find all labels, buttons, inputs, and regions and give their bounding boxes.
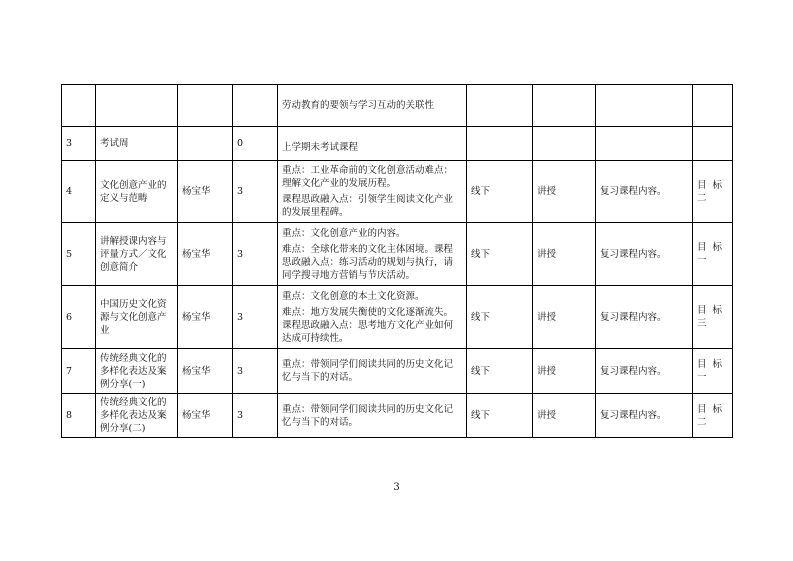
cell-method: [533, 127, 596, 161]
cell-no: 4: [62, 161, 96, 223]
cell-no: 3: [62, 127, 96, 161]
cell-teacher: [178, 127, 233, 161]
cell-mode: 线下: [467, 161, 533, 223]
cell-goal: 目标二: [693, 394, 733, 438]
content-text: 重点：文化创意的本土文化资源。: [282, 290, 425, 302]
cell-method: [533, 85, 596, 127]
cell-hours: 3: [233, 349, 278, 394]
cell-goal: [693, 127, 733, 161]
cell-homework: 复习课程内容。: [596, 349, 693, 394]
cell-content: [278, 394, 467, 438]
cell-no: 5: [62, 223, 96, 286]
content-text: 上学期未考试课程: [282, 141, 359, 153]
table-row: [62, 127, 733, 161]
cell-method: 讲授: [533, 349, 596, 394]
content-text: 难点：全球化带来的文化主体困境。课程思政融入点：练习活动的规划与执行，请同学搜寻地方营销与节庆活动。: [282, 243, 454, 281]
cell-no: 8: [62, 394, 96, 438]
table-row: [62, 85, 733, 127]
cell-hours: 0: [233, 127, 278, 161]
cell-no: 6: [62, 286, 96, 349]
cell-hours: [233, 85, 278, 127]
cell-method: 讲授: [533, 161, 596, 223]
content-text: 重点：带领同学们阅读共同的历史文化记忆与当下的对话。: [282, 359, 454, 383]
cell-hours: 3: [233, 394, 278, 438]
cell-mode: 线下: [467, 223, 533, 286]
content-text: 难点：地方发展失衡使的文化逐渐流失。课程思政融入点：思考地方文化产业如何达成可持续性。: [282, 306, 454, 344]
cell-mode: 线下: [467, 349, 533, 394]
cell-homework: [596, 127, 693, 161]
cell-no: [62, 85, 96, 127]
cell-goal: [693, 85, 733, 127]
cell-topic: 讲解授课内容与评量方式／文化创意简介: [96, 223, 178, 286]
cell-hours: 3: [233, 161, 278, 223]
cell-goal: 目标一: [693, 349, 733, 394]
cell-homework: 复习课程内容。: [596, 394, 693, 438]
cell-topic: 文化创意产业的定义与范畴: [96, 161, 178, 223]
cell-mode: 线下: [467, 394, 533, 438]
cell-topic: [96, 85, 178, 127]
cell-no: 7: [62, 349, 96, 394]
cell-homework: 复习课程内容。: [596, 223, 693, 286]
content-text: 重点：带领同学们阅读共同的历史文化记忆与当下的对话。: [282, 403, 454, 428]
cell-teacher: 杨宝华: [178, 286, 233, 349]
cell-method: 讲授: [533, 286, 596, 349]
table-row: [62, 349, 733, 394]
cell-mode: 线下: [467, 286, 533, 349]
cell-content: [278, 349, 467, 394]
cell-topic: 传统经典文化的多样化表达及案例分享(一): [96, 349, 178, 394]
cell-content: [278, 85, 467, 127]
cell-method: 讲授: [533, 394, 596, 438]
cell-homework: [596, 85, 693, 127]
table-row: [62, 223, 733, 286]
cell-content: [278, 286, 467, 349]
cell-topic: 中国历史文化资源与文化创意产业: [96, 286, 178, 349]
cell-teacher: 杨宝华: [178, 161, 233, 223]
page-number: 3: [393, 482, 400, 493]
content-text: 课程思政融入点：引领学生阅读文化产业的发展里程碑。: [282, 194, 454, 218]
cell-homework: 复习课程内容。: [596, 286, 693, 349]
cell-teacher: 杨宝华: [178, 349, 233, 394]
cell-goal: 目标一: [693, 223, 733, 286]
cell-content: [278, 127, 467, 161]
table-row: [62, 161, 733, 223]
content-text: 重点：文化创意产业的内容。: [282, 227, 406, 239]
cell-content: [278, 223, 467, 286]
cell-goal: 目标二: [693, 161, 733, 223]
cell-teacher: 杨宝华: [178, 223, 233, 286]
cell-hours: 3: [233, 223, 278, 286]
content-text: 劳动教育的要领与学习互动的关联性: [282, 100, 435, 111]
cell-topic: 考试周: [96, 127, 178, 161]
cell-content: [278, 161, 467, 223]
cell-goal: 目标三: [693, 286, 733, 349]
cell-mode: [467, 85, 533, 127]
table-row: [62, 394, 733, 438]
cell-mode: [467, 127, 533, 161]
table-row: [62, 286, 733, 349]
cell-topic: 传统经典文化的多样化表达及案例分享(二): [96, 394, 178, 438]
cell-method: 讲授: [533, 223, 596, 286]
cell-homework: 复习课程内容。: [596, 161, 693, 223]
cell-teacher: 杨宝华: [178, 394, 233, 438]
cell-teacher: [178, 85, 233, 127]
course-schedule-table: [61, 84, 733, 438]
cell-hours: 3: [233, 286, 278, 349]
content-text: 重点：工业革命前的文化创意活动难点：理解文化产业的发展历程。: [282, 165, 454, 189]
